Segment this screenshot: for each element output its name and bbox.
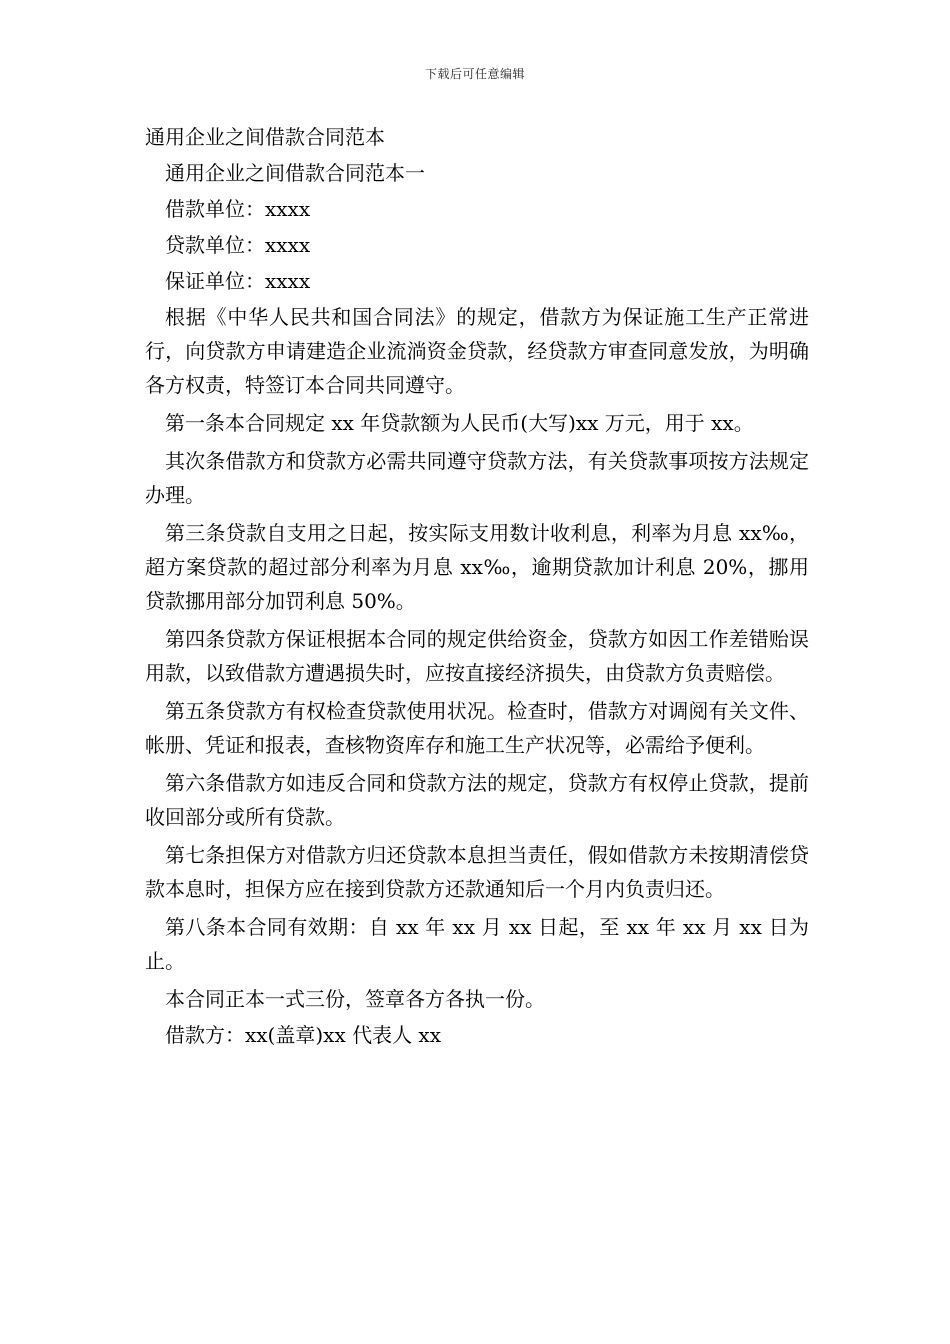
paragraph-article-2: 其次条借款方和贷款方必需共同遵守贷款方法，有关贷款事项按方法规定办理。 bbox=[145, 449, 809, 507]
document-title: 通用企业之间借款合同范本 bbox=[145, 125, 385, 149]
document-subtitle: 通用企业之间借款合同范本一 bbox=[165, 161, 425, 185]
paragraph-article-3: 第三条贷款自支用之日起，按实际支用数计收利息，利率为月息 xx‰，超方案贷款的超过部分利率为月息 xx‰，逾期贷款加计利息 20%，挪用贷款挪用部分加罚利息 50%。 bbox=[145, 521, 809, 613]
page-header: 下载后可任意编辑 bbox=[424, 67, 525, 81]
paragraph-preamble: 根据《中华人民共和国合同法》的规定，借款方为保证施工生产正常进行，向贷款方申请建造企业流淌资金贷款，经贷款方审查同意发放，为明确各方权责，特签订本合同共同遵守。 bbox=[145, 305, 809, 397]
paragraph-article-8: 第八条本合同有效期：自 xx 年 xx 月 xx 日起，至 xx 年 xx 月 xx 日为止。 bbox=[145, 915, 809, 973]
paragraph-article-7: 第七条担保方对借款方归还贷款本息担当责任，假如借款方未按期清偿贷款本息时，担保方应在接到贷款方还款通知后一个月内负责归还。 bbox=[145, 843, 809, 901]
copies-note: 本合同正本一式三份，签章各方各执一份。 bbox=[165, 987, 545, 1011]
lender-unit-line: 贷款单位：xxxx bbox=[165, 233, 311, 257]
paragraph-article-6: 第六条借款方如违反合同和贷款方法的规定，贷款方有权停止贷款，提前收回部分或所有贷款。 bbox=[145, 771, 809, 829]
paragraph-article-1: 第一条本合同规定 xx 年贷款额为人民币(大写)xx 万元，用于 xx。 bbox=[165, 411, 754, 435]
borrower-unit-line: 借款单位：xxxx bbox=[165, 197, 311, 221]
borrower-signature-line: 借款方：xx(盖章)xx 代表人 xx bbox=[165, 1023, 441, 1047]
paragraph-article-5: 第五条贷款方有权检查贷款使用状况。检查时，借款方对调阅有关文件、帐册、凭证和报表，查核物资库存和施工生产状况等，必需给予便利。 bbox=[145, 699, 809, 757]
document-body bbox=[145, 120, 809, 1054]
guarantor-unit-line: 保证单位：xxxx bbox=[165, 269, 311, 293]
paragraph-article-4: 第四条贷款方保证根据本合同的规定供给资金，贷款方如因工作差错贻误用款，以致借款方遭遇损失时，应按直接经济损失，由贷款方负责赔偿。 bbox=[145, 627, 809, 685]
